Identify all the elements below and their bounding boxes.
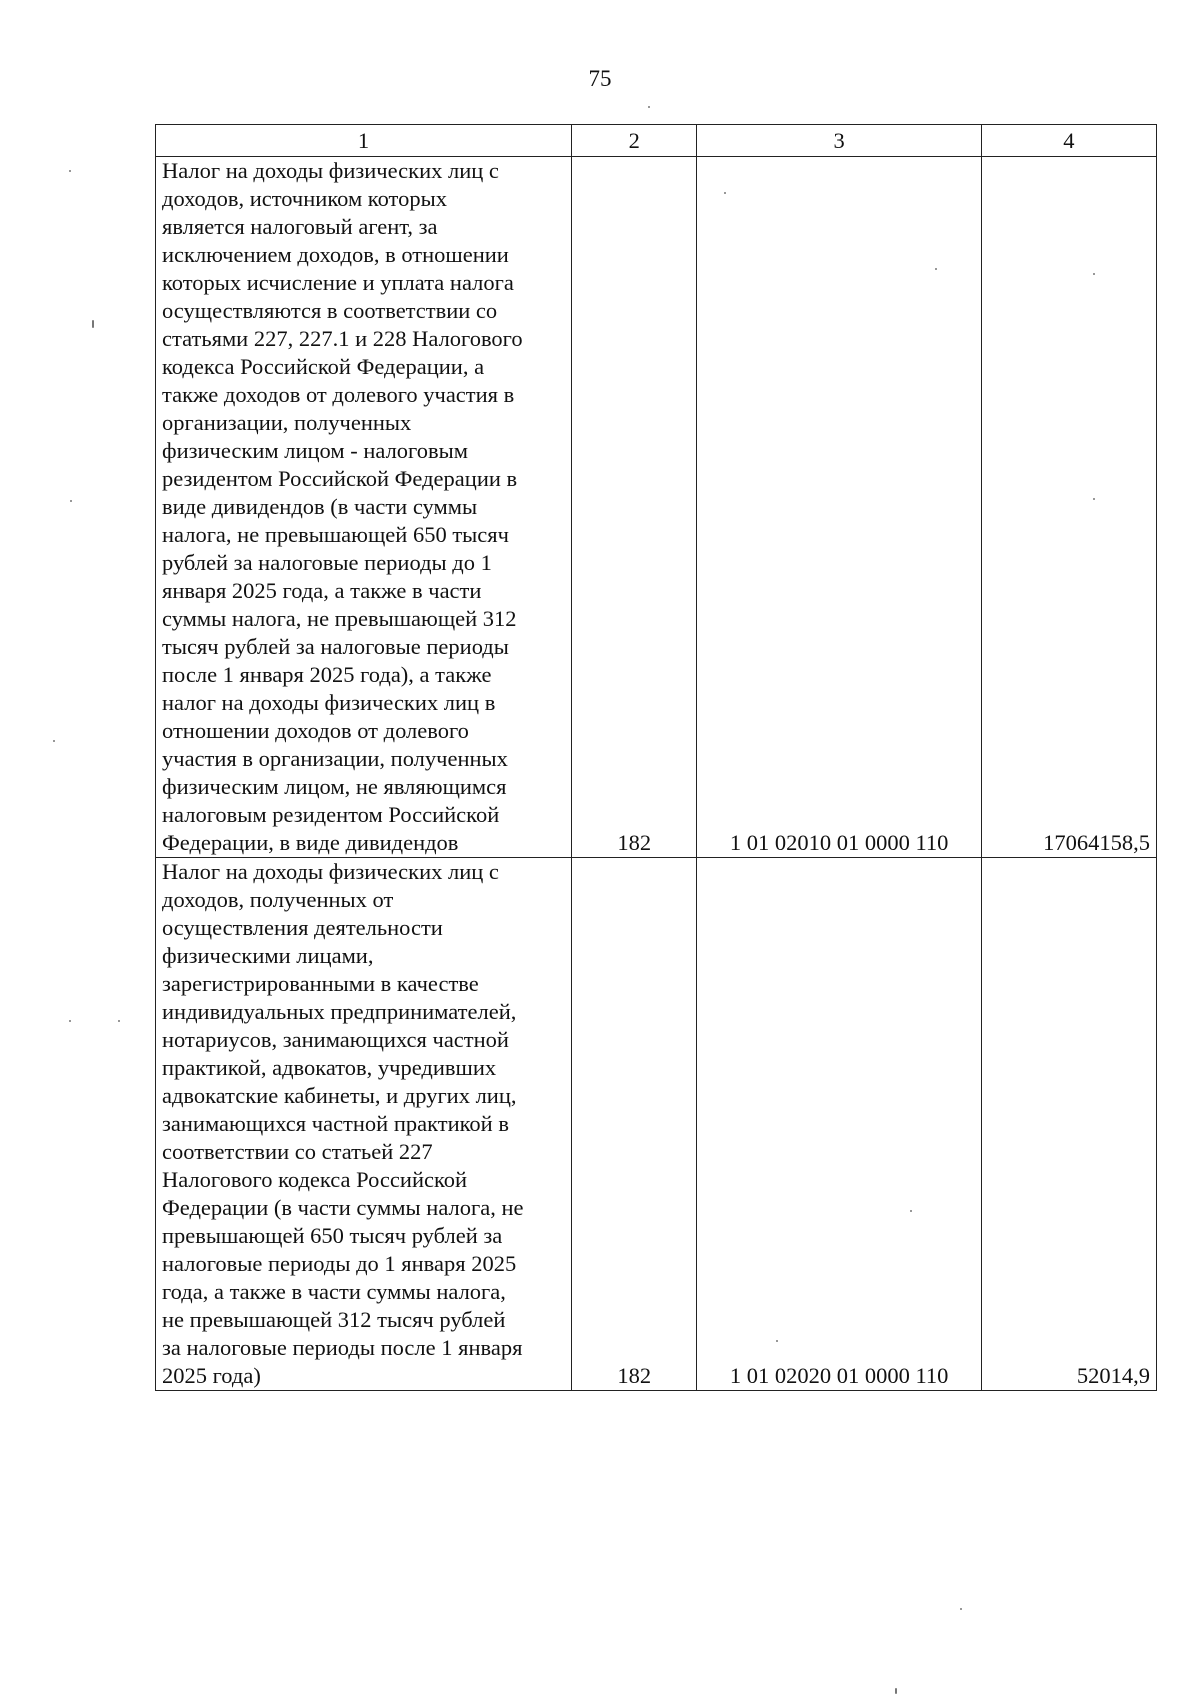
- income-name-line: рублей за налоговые периоды до 1: [162, 550, 492, 575]
- column-header: 4: [981, 125, 1156, 157]
- income-name-line: участия в организации, полученных: [162, 746, 508, 771]
- scan-speck: [895, 1688, 897, 1694]
- income-name-line: 2025 года): [162, 1363, 261, 1388]
- amount-cell: 52014,9: [981, 858, 1156, 1391]
- income-name-line: зарегистрированными в качестве: [162, 971, 479, 996]
- administrator-code-cell: 182: [572, 157, 697, 858]
- scan-speck: [1093, 273, 1095, 275]
- income-name-line: резидентом Российской Федерации в: [162, 466, 518, 491]
- scan-speck: [69, 170, 71, 172]
- column-header: 3: [697, 125, 981, 157]
- income-name-line: после 1 января 2025 года), а также: [162, 662, 492, 687]
- table-header-row: [156, 125, 1157, 157]
- income-name-line: исключением доходов, в отношении: [162, 242, 509, 267]
- income-name-line: Налог на доходы физических лиц с: [162, 158, 499, 183]
- scan-speck: [960, 1608, 962, 1610]
- income-name-line: за налоговые периоды после 1 января: [162, 1335, 523, 1360]
- income-name-line: Налог на доходы физических лиц с: [162, 859, 499, 884]
- income-name-line: кодекса Российской Федерации, а: [162, 354, 485, 379]
- scan-speck: [935, 268, 937, 270]
- income-name-line: нотариусов, занимающихся частной: [162, 1027, 509, 1052]
- income-name-line: физическим лицом - налоговым: [162, 438, 468, 463]
- scan-speck: [53, 740, 55, 742]
- income-name-line: налоговые периоды до 1 января 2025: [162, 1251, 517, 1276]
- income-name-line: осуществляются в соответствии со: [162, 298, 498, 323]
- income-name-line: налог на доходы физических лиц в: [162, 690, 496, 715]
- income-name-line: индивидуальных предпринимателей,: [162, 999, 517, 1024]
- income-name-line: адвокатские кабинеты, и других лиц,: [162, 1083, 517, 1108]
- income-name-line: Федерации (в части суммы налога, не: [162, 1195, 524, 1220]
- page-number: 75: [588, 66, 612, 91]
- income-name-line: доходов, источником которых: [162, 186, 447, 211]
- income-name-line: отношении доходов от долевого: [162, 718, 469, 743]
- income-name-line: является налоговый агент, за: [162, 214, 438, 239]
- administrator-code-cell: 182: [572, 858, 697, 1391]
- budget-classification-code-cell: 1 01 02010 01 0000 110: [697, 157, 981, 858]
- income-name-line: не превышающей 312 тысяч рублей: [162, 1307, 506, 1332]
- income-name-line: Налогового кодекса Российской: [162, 1167, 468, 1192]
- scan-speck: [910, 1210, 912, 1212]
- scan-speck: [724, 192, 726, 194]
- scan-speck: [648, 106, 650, 108]
- income-name-line: соответствии со статьей 227: [162, 1139, 433, 1164]
- income-name-line: суммы налога, не превышающей 312: [162, 606, 517, 631]
- income-name-line: Федерации, в виде дивидендов: [162, 830, 459, 855]
- income-name-line: января 2025 года, а также в части: [162, 578, 482, 603]
- scan-speck: [69, 1020, 71, 1022]
- income-name-line: налога, не превышающей 650 тысяч: [162, 522, 509, 547]
- scan-speck: [92, 320, 94, 328]
- income-name-line: организации, полученных: [162, 410, 412, 435]
- income-name-line: которых исчисление и уплата налога: [162, 270, 514, 295]
- income-name-line: превышающей 650 тысяч рублей за: [162, 1223, 503, 1248]
- scan-speck: [1093, 498, 1095, 500]
- table-row: [156, 157, 1157, 858]
- income-name-line: физическими лицами,: [162, 943, 374, 968]
- amount-cell: 17064158,5: [981, 157, 1156, 858]
- column-header: 1: [156, 125, 572, 157]
- income-name-line: тысяч рублей за налоговые периоды: [162, 634, 509, 659]
- income-name-line: также доходов от долевого участия в: [162, 382, 515, 407]
- income-name-line: занимающихся частной практикой в: [162, 1111, 509, 1136]
- scan-speck: [776, 1340, 778, 1342]
- income-name-line: доходов, полученных от: [162, 887, 394, 912]
- income-name-cell: [156, 858, 572, 1391]
- income-name-line: осуществления деятельности: [162, 915, 443, 940]
- income-name-line: практикой, адвокатов, учредивших: [162, 1055, 497, 1080]
- income-name-cell: [156, 157, 572, 858]
- budget-classification-code-cell: 1 01 02020 01 0000 110: [697, 858, 981, 1391]
- revenue-table: [155, 124, 1157, 1391]
- income-name-line: статьями 227, 227.1 и 228 Налогового: [162, 326, 523, 351]
- income-name-line: физическим лицом, не являющимся: [162, 774, 507, 799]
- income-name-line: виде дивидендов (в части суммы: [162, 494, 478, 519]
- income-name-line: года, а также в части суммы налога,: [162, 1279, 506, 1304]
- column-header: 2: [572, 125, 697, 157]
- scan-speck: [118, 1020, 120, 1022]
- income-name-line: налоговым резидентом Российской: [162, 802, 500, 827]
- scan-speck: [70, 500, 72, 502]
- table-row: [156, 858, 1157, 1391]
